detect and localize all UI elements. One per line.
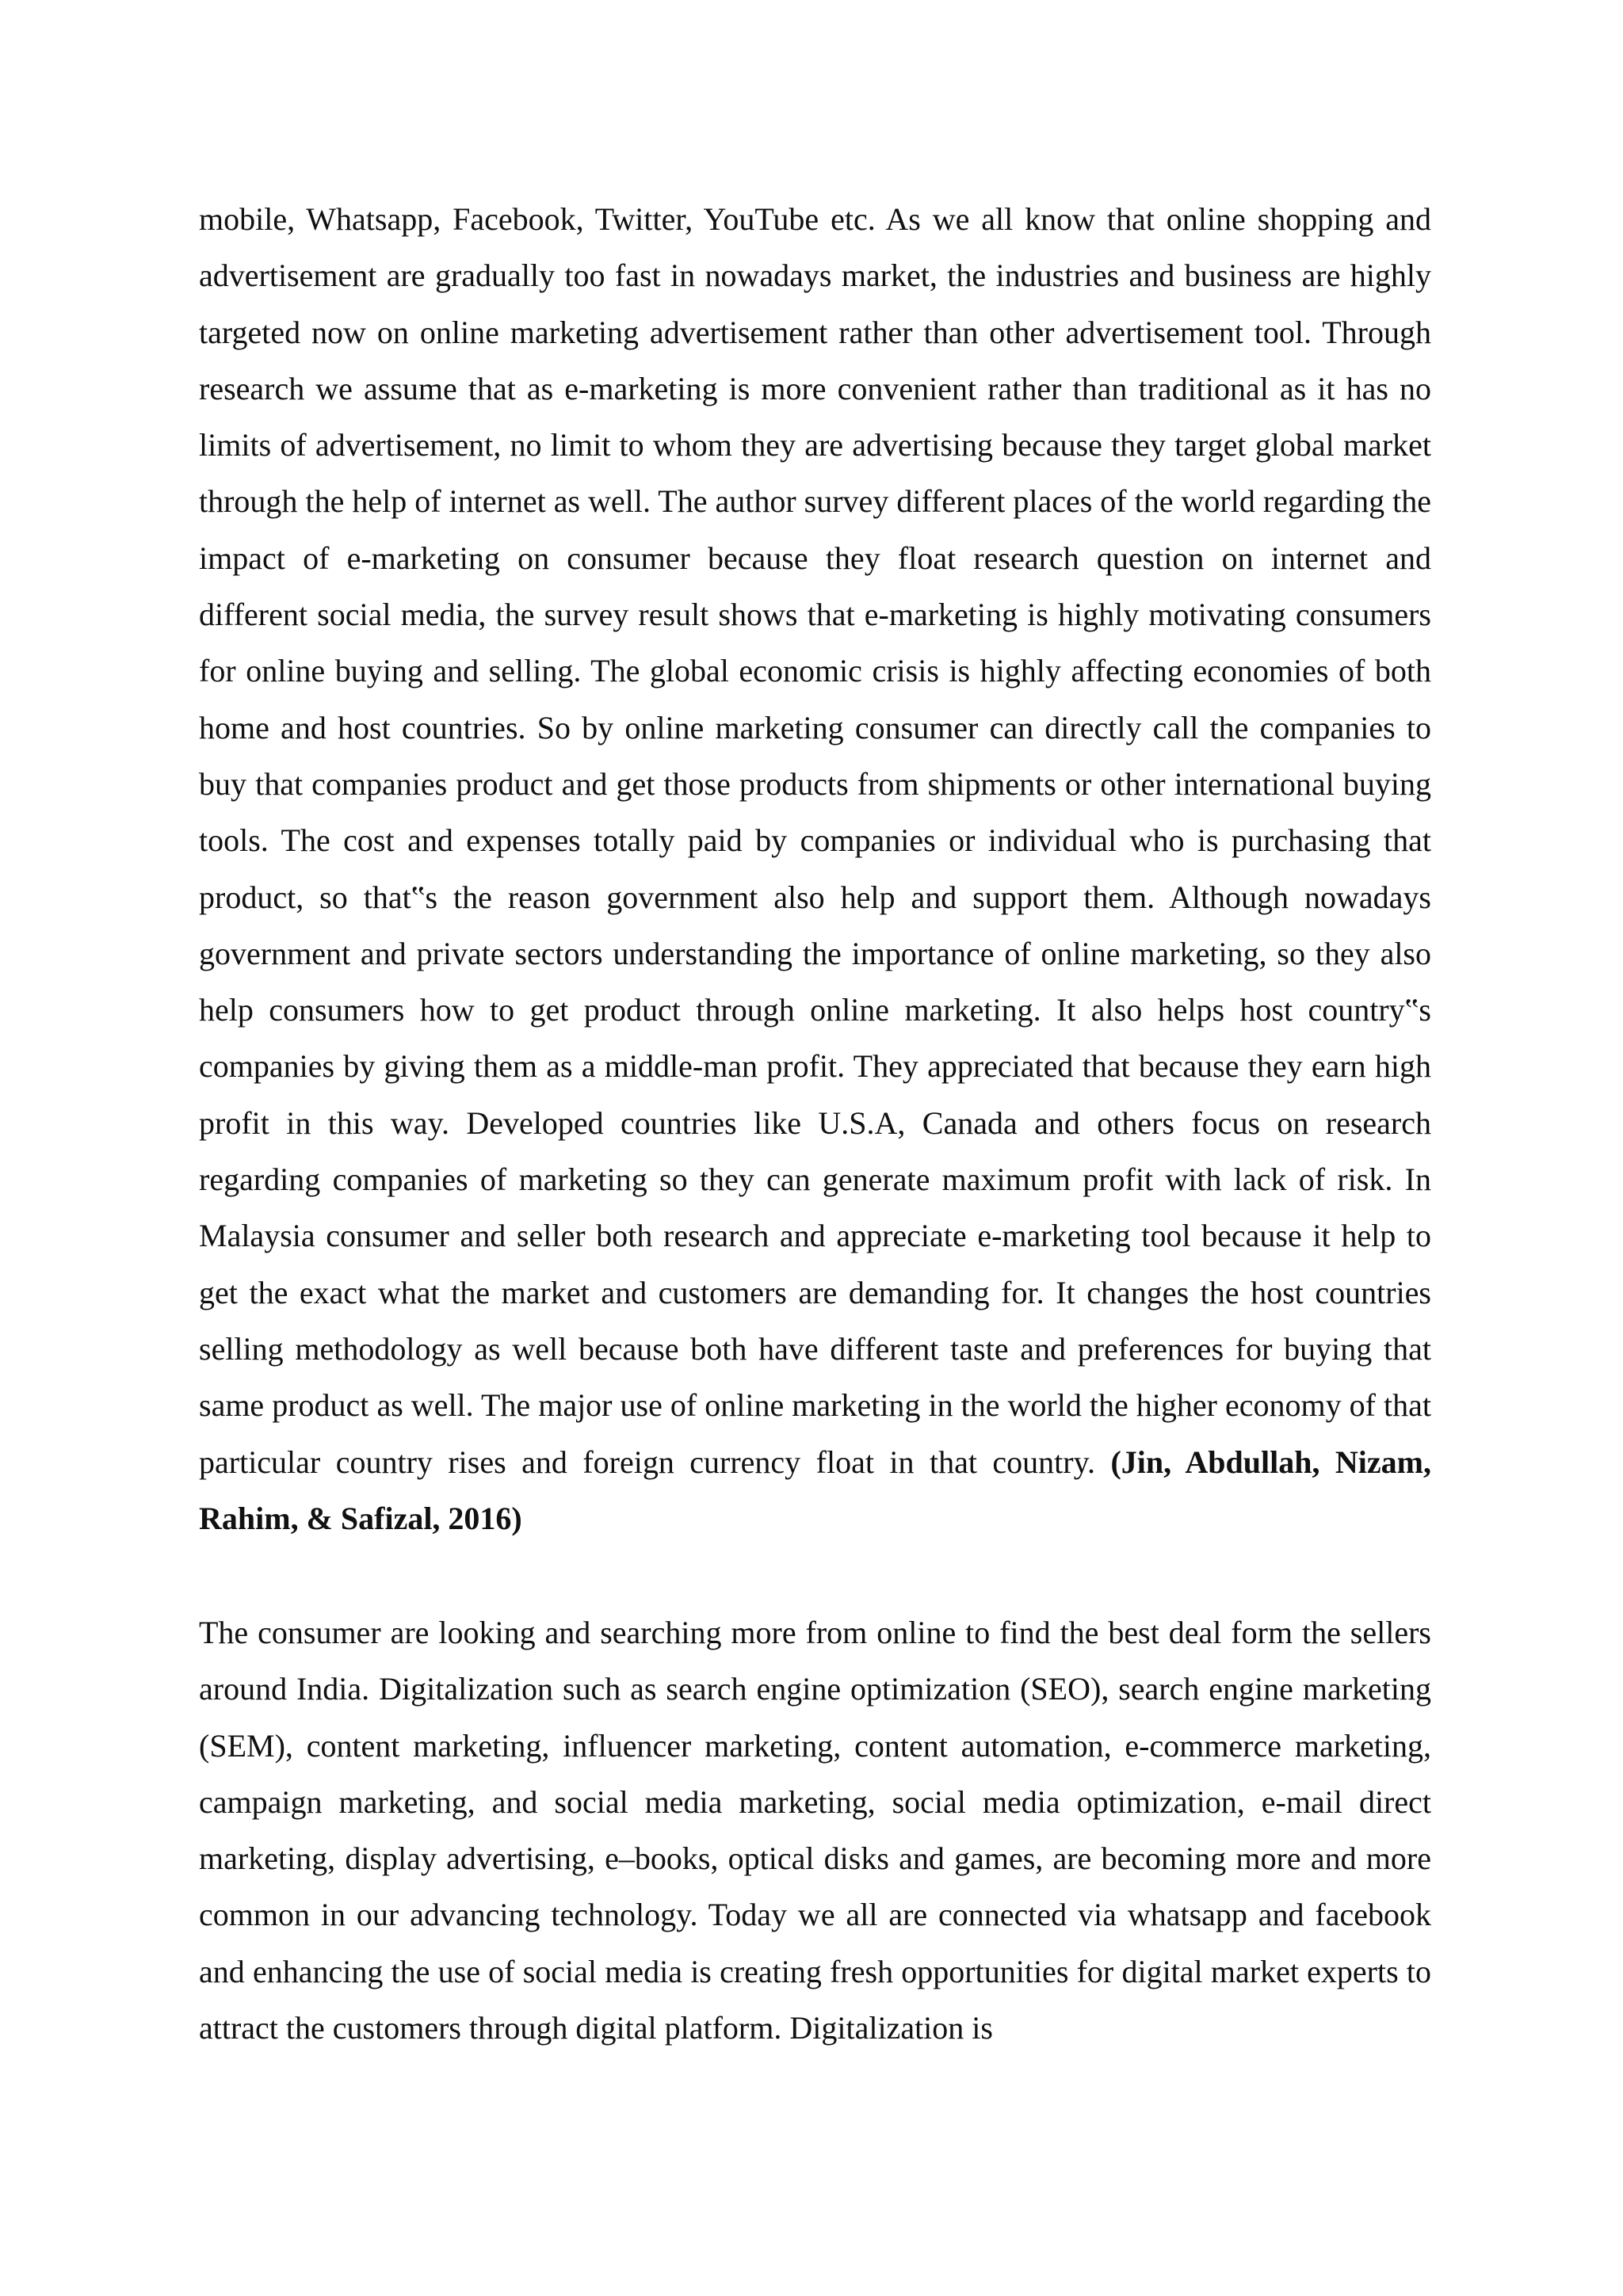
paragraph-1-text: mobile, Whatsapp, Facebook, Twitter, YouTube etc. As we all know that online shopping and advertisement are gradually too fast in nowadays market, the industries and business are highly targeted now on online marketing advertisement rather than other advertisement tool. Through research we assume that as e-marketing is more convenient rather than traditional as it has no limits of advertisement, no limit to whom they are advertising because they target global market through the help of internet as well. The author survey different places of the world regarding the impact of e-marketing on consumer because they float research question on internet and different social media, the survey result shows that e-marketing is highly motivating consumers for online buying and selling. The global economic crisis is highly affecting economies of both home and host countries. So by online marketing consumer can directly call the companies to buy that companies product and get those products from shipments or other international buying tools. The cost and expenses totally paid by companies or individual who is purchasing that product, so that‟s the reason government also help and support them. Although nowadays government and private sectors understanding the importance of online marketing, so they also help consumers how to get product through online marketing. It also helps host country‟s companies by giving them as a middle-man profit. They appreciated that because they earn high profit in this way. Developed countries like U.S.A, Canada and others focus on research regarding companies of marketing so they can generate maximum profit with lack of risk. In Malaysia consumer and seller both research and appreciate e-marketing tool because it help to get the exact what the market and customers are demanding for. It changes the host countries selling methodology as well because both have different taste and preferences for buying that same product as well. The major use of online marketing in the world the higher economy of that particular country rises and foreign currency float in that country. (199, 201, 1431, 1480)
body-paragraph-1 (199, 191, 1431, 1547)
body-paragraph-2 (199, 1604, 1431, 2056)
paragraph-2-text: The consumer are looking and searching more from online to find the best deal form the sellers around India. Digitalization such as search engine optimization (SEO), search engine marketing (SEM), content marketing, influencer marketing, content automation, e-commerce marketing, campaign marketing, and social media marketing, social media optimization, e-mail direct marketing, display advertising, e–books, optical disks and games, are becoming more and more common in our advancing technology. Today we all are connected via whatsapp and facebook and enhancing the use of social media is creating fresh opportunities for digital market experts to attract the customers through digital platform. Digitalization is (199, 1615, 1431, 2046)
citation-jin-2016: (Jin, Abdullah, Nizam, Rahim, & Safizal, 2016) (199, 1444, 1431, 1536)
